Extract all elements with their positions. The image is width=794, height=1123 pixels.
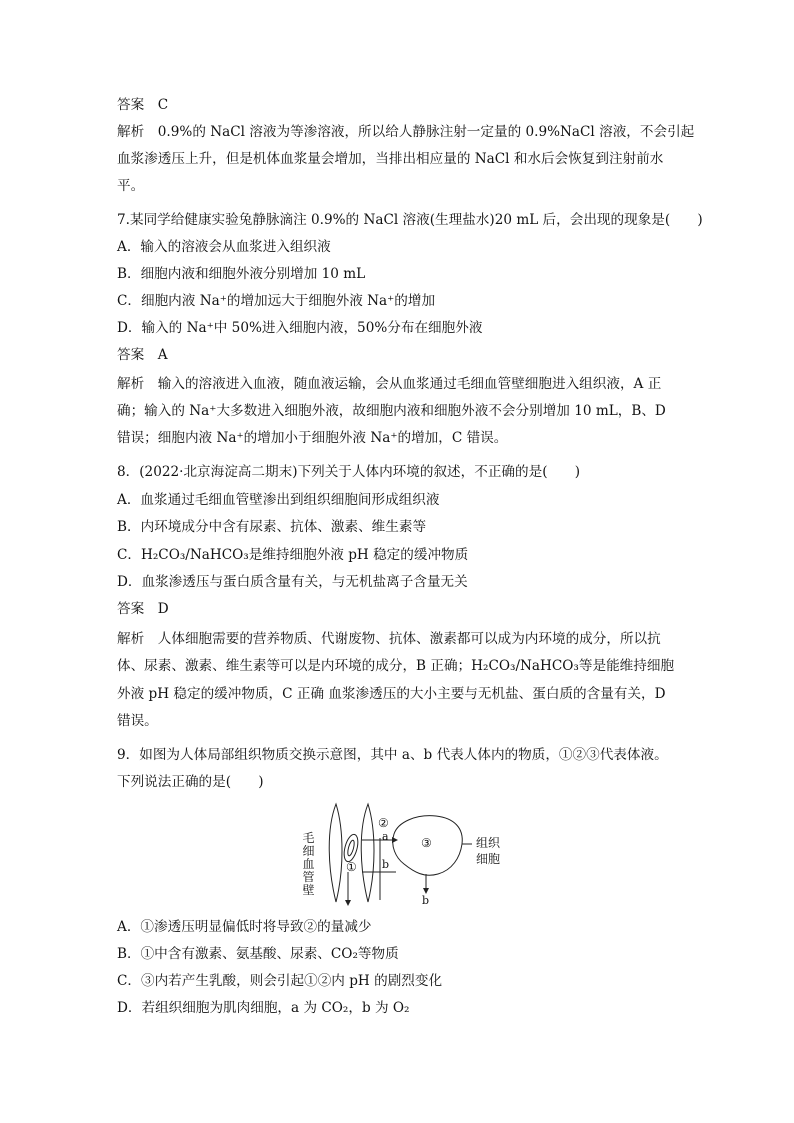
explanation-8-line1: 解析 人体细胞需要的营养物质、代谢废物、抗体、激素都可以成为内环境的成分，所以抗 <box>117 631 661 647</box>
blood-cell <box>342 833 361 863</box>
explanation-6-line2: 血浆渗透压上升，但是机体血浆量会增加，当排出相应量的 NaCl 和水后会恢复到注射前水 <box>117 151 664 167</box>
question-8-option-d: D．血浆渗透压与蛋白质含量有关，与无机盐离子含量无关 <box>117 574 468 590</box>
question-7-option-a: A．输入的溶液会从血浆进入组织液 <box>117 239 331 255</box>
capillary-wall-label-char: 管 <box>302 870 315 884</box>
question-7-option-c: C．细胞内液 Na⁺的增加远大于细胞外液 Na⁺的增加 <box>117 293 436 309</box>
question-9-option-c: C．③内若产生乳酸，则会引起①②内 pH 的剧烈变化 <box>117 973 443 989</box>
explanation-6-line3: 平。 <box>117 178 145 194</box>
capillary-wall-label-char: 血 <box>302 857 315 871</box>
tissue-cell-label-line1: 组织 <box>476 836 501 850</box>
question-9-option-a: A．①渗透压明显偏低时将导致②的量减少 <box>117 919 372 935</box>
answer-7: 答案 A <box>117 347 168 363</box>
tissue-exchange-diagram <box>296 800 516 910</box>
label-b-bottom: b <box>422 894 430 907</box>
question-8-option-a: A．血浆通过毛细血管壁渗出到组织细胞间形成组织液 <box>117 492 440 508</box>
label-a: a <box>382 830 389 843</box>
question-7-option-b: B．细胞内液和细胞外液分别增加 10 mL <box>117 266 366 282</box>
explanation-7-line2: 确；输入的 Na⁺大多数进入细胞外液，故细胞内液和细胞外液不会分别增加 10 mL，B、D <box>117 403 666 419</box>
question-9-stem-line1: 9．如图为人体局部组织物质交换示意图，其中 a、b 代表人体内的物质，①②③代表体液。 <box>117 747 668 763</box>
question-8-option-c: C．H₂CO₃/NaHCO₃是维持细胞外液 pH 稳定的缓冲物质 <box>117 547 469 563</box>
label-fluid-1: ① <box>346 860 357 874</box>
explanation-7-line1: 解析 输入的溶液进入血液，随血液运输，会从血浆通过毛细血管壁细胞进入组织液，A 正 <box>117 376 662 392</box>
label-fluid-2: ② <box>378 816 389 830</box>
blood-cell-inner <box>347 840 356 857</box>
question-7-option-d: D．输入的 Na⁺中 50%进入细胞内液，50%分布在细胞外液 <box>117 320 483 336</box>
explanation-8-line3: 外液 pH 稳定的缓冲物质，C 正确 血浆渗透压的大小主要与无机盐、蛋白质的含量有关，D <box>117 686 666 702</box>
question-9-option-d: D．若组织细胞为肌肉细胞，a 为 CO₂，b 为 O₂ <box>117 1000 410 1016</box>
tissue-cell-label-line2: 细胞 <box>476 852 501 866</box>
explanation-8-line4: 错误。 <box>117 713 158 729</box>
capillary-wall-cell <box>329 804 342 902</box>
capillary-wall-label-char: 细 <box>302 844 315 858</box>
explanation-8-line2: 体、尿素、激素、维生素等可以是内环境的成分，B 正确；H₂CO₃/NaHCO₃等是能维持细胞 <box>117 658 675 674</box>
question-7-stem: 7.某同学给健康实验兔静脉滴注 0.9%的 NaCl 溶液(生理盐水)20 mL 后，会出现的现象是( ) <box>117 212 703 228</box>
answer-8: 答案 D <box>117 601 169 617</box>
answer-6: 答案 C <box>117 97 169 113</box>
capillary-wall-cell <box>361 804 374 902</box>
capillary-wall-label-char: 壁 <box>302 883 315 897</box>
question-8-option-b: B．内环境成分中含有尿素、抗体、激素、维生素等 <box>117 519 427 535</box>
question-9-option-b: B．①中含有激素、氨基酸、尿素、CO₂等物质 <box>117 946 399 962</box>
explanation-7-line3: 错误；细胞内液 Na⁺的增加小于细胞外液 Na⁺的增加，C 错误。 <box>117 430 508 446</box>
question-9-stem-line2: 下列说法正确的是( ) <box>117 774 264 790</box>
explanation-6-line1: 解析 0.9%的 NaCl 溶液为等渗溶液，所以给人静脉注射一定量的 0.9%NaCl 溶液，不会引起 <box>117 124 695 140</box>
question-8-stem: 8．(2022·北京海淀高二期末)下列关于人体内环境的叙述，不正确的是( ) <box>117 464 580 480</box>
capillary-wall-label-char: 毛 <box>302 831 315 845</box>
label-b-mid: b <box>382 858 390 871</box>
label-fluid-3: ③ <box>421 836 432 850</box>
arrow-head-down <box>345 900 351 906</box>
